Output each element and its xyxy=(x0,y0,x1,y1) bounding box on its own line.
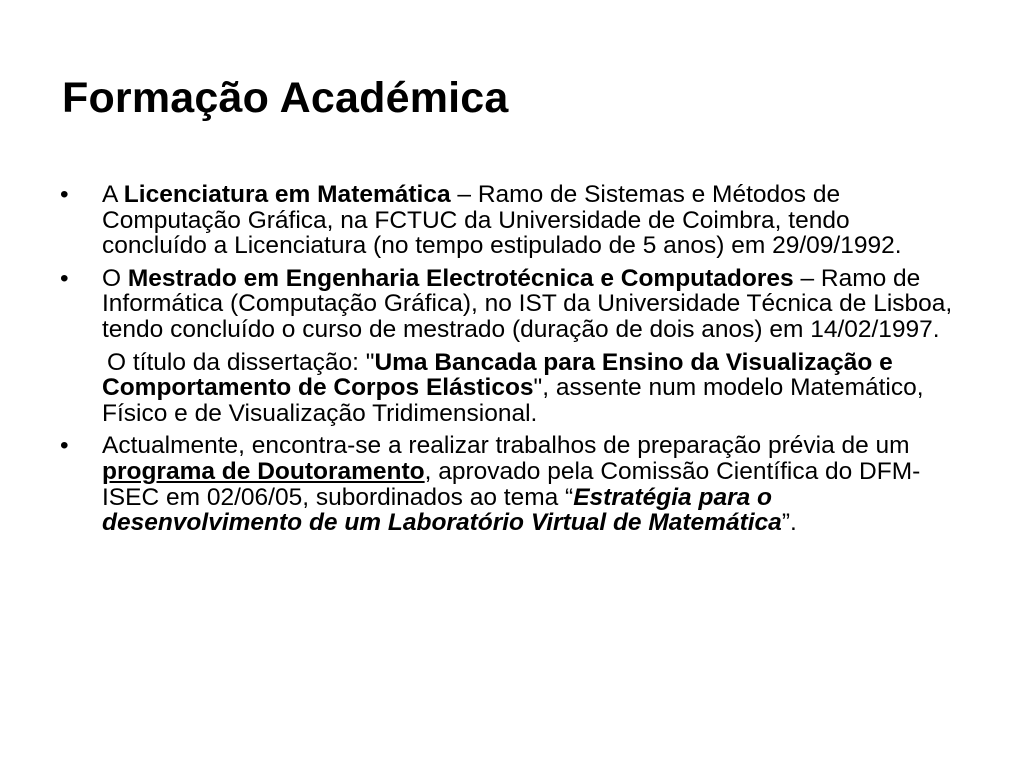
para-text: ", assente num modelo Matemático, Físico e de Visualização Tridimensional. xyxy=(102,374,924,427)
dissertation-title: Uma Bancada para Ensino da Visualização e Comportamento de Corpos Elásticos xyxy=(102,348,893,402)
item-text: Actualmente, encontra-se a realizar trabalhos de preparação prévia de um xyxy=(102,432,910,460)
slide-content xyxy=(60,182,960,543)
item-emphasis: Mestrado em Engenharia Electrotécnica e Computadores xyxy=(127,264,794,292)
item-emphasis: Licenciatura em Matemática xyxy=(123,181,451,208)
item-text: A xyxy=(102,181,124,208)
para-text: O título da dissertação: " xyxy=(107,348,375,376)
item-text: – Ramo de Informática (Computação Gráfica), no IST da Universidade Técnica de Lisboa, tendo concluído o curso de mestrado (duração de dois anos) em 14/02/1997. xyxy=(102,264,953,343)
bullet-item-doutoramento xyxy=(60,433,960,535)
item-text: O xyxy=(102,264,128,292)
bullet-item-licenciatura xyxy=(60,182,960,259)
slide-title: Formação Académica xyxy=(62,74,509,122)
item-text: – Ramo de Sistemas e Métodos de Computação Gráfica, na FCTUC da Universidade de Coimbra, tendo concluído a Licenciatura (no tempo estipulado de 5 anos) em 29/09/1992. xyxy=(102,181,902,260)
item-text: , aprovado pela Comissão Científica do DFM-ISEC em 02/06/05, subordinados ao tema “ xyxy=(102,457,921,511)
bullet-dot-icon: • xyxy=(60,264,69,292)
dissertation-paragraph xyxy=(60,350,960,427)
bullet-item-mestrado xyxy=(60,266,960,343)
bullet-dot-icon: • xyxy=(60,181,69,208)
bullet-dot-icon: • xyxy=(60,432,69,460)
thesis-theme: Estratégia para o desenvolvimento de um Laboratório Virtual de Matemática xyxy=(102,483,782,537)
item-emphasis: programa de Doutoramento xyxy=(102,457,425,485)
item-text: ”. xyxy=(781,509,797,537)
